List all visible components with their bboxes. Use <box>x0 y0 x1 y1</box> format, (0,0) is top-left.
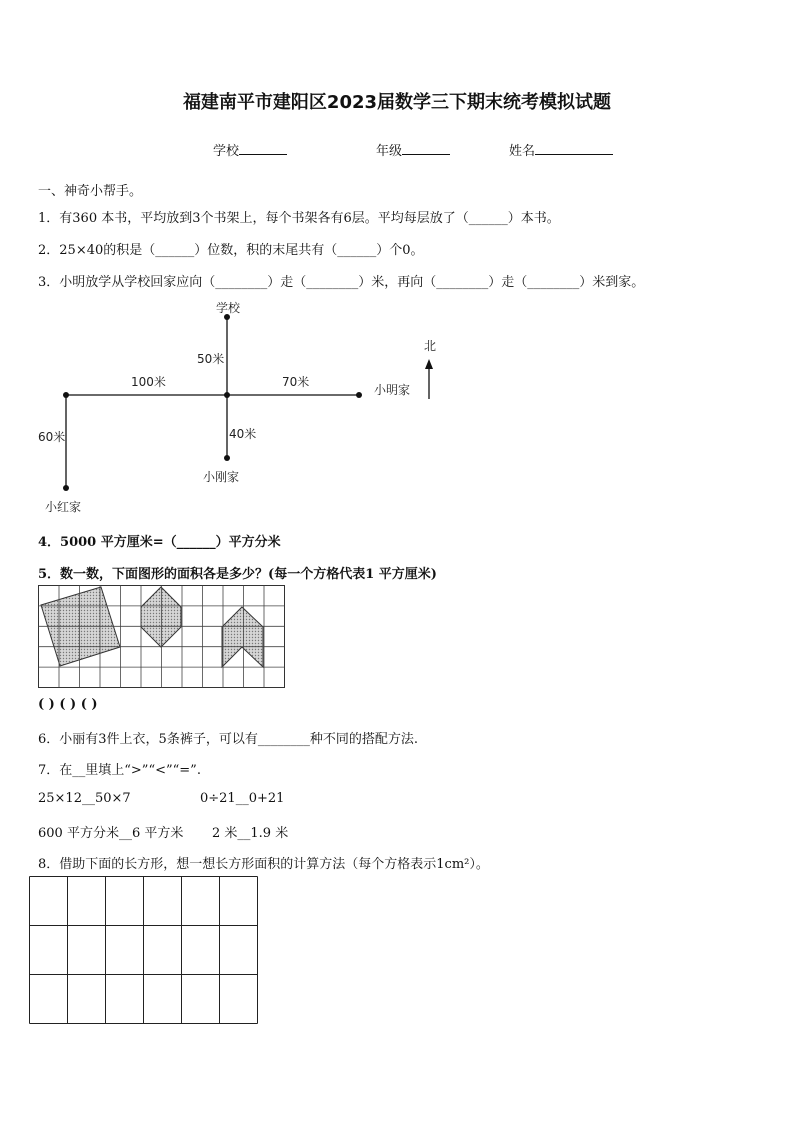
question-8: 8．借助下面的长方形，想一想长方形面积的计算方法（每个方格表示1cm²）。 <box>38 857 489 872</box>
corner-point <box>63 392 69 398</box>
route-map-diagram <box>0 295 794 520</box>
grade-field <box>376 140 450 159</box>
north-label: 北 <box>424 339 437 353</box>
school-label: 学校 <box>213 144 240 159</box>
grade-blank <box>402 142 450 155</box>
question-3: 3．小明放学从学校回家应向（________）走（________）米，再向（________）走（________）米到家。 <box>38 275 645 290</box>
xiaohong-point <box>63 485 69 491</box>
question-7-item-c: 600 平方分米__6 平方米 <box>38 826 184 841</box>
rectangle-grid-lines <box>30 877 258 1024</box>
distance-left-label: 100米 <box>131 375 166 389</box>
question-5-answers: ( ) ( ) ( ) <box>38 697 98 712</box>
xiaoming-point <box>356 392 362 398</box>
question-7-item-d: 2 米__1.9 米 <box>212 826 289 841</box>
question-7-item-b: 0÷21__0+21 <box>200 791 285 806</box>
xiaogang-label: 小刚家 <box>203 470 240 484</box>
name-field <box>509 140 613 159</box>
intersection-point <box>224 392 230 398</box>
question-1: 1．有360 本书，平均放到3个书架上，每个书架各有6层。平均每层放了（______）本书。 <box>38 211 560 226</box>
name-label: 姓名 <box>509 144 536 159</box>
school-field <box>213 140 287 159</box>
question-6: 6．小丽有3件上衣，5条裤子，可以有________种不同的搭配方法. <box>38 732 418 747</box>
question-5: 5．数一数，下面图形的面积各是多少？(每一个方格代表1 平方厘米) <box>38 567 437 582</box>
question-7-item-a: 25×12__50×7 <box>38 791 131 806</box>
school-label: 学校 <box>216 301 241 315</box>
school-blank <box>239 142 287 155</box>
distance-down-label: 40米 <box>229 427 257 441</box>
question-4: 4．5000 平方厘米=（______）平方分米 <box>38 535 281 550</box>
xiaohong-label: 小红家 <box>45 500 82 514</box>
rectangle-grid-figure <box>29 876 260 1026</box>
section-heading: 一、神奇小帮手。 <box>38 184 143 199</box>
area-grid-figure <box>38 585 286 689</box>
north-arrow-icon <box>425 359 433 369</box>
question-2: 2．25×40的积是（______）位数，积的末尾共有（______）个0。 <box>38 243 424 258</box>
grade-label: 年级 <box>376 144 403 159</box>
page-title: 福建南平市建阳区2023届数学三下期末统考模拟试题 <box>182 92 612 113</box>
name-blank <box>535 142 613 155</box>
xiaoming-label: 小明家 <box>374 383 411 397</box>
distance-up-label: 50米 <box>197 352 225 366</box>
distance-hong-label: 60米 <box>38 430 66 444</box>
question-7: 7．在__里填上“>”“<”“=”. <box>38 763 201 778</box>
xiaogang-point <box>224 455 230 461</box>
distance-right-label: 70米 <box>282 375 310 389</box>
